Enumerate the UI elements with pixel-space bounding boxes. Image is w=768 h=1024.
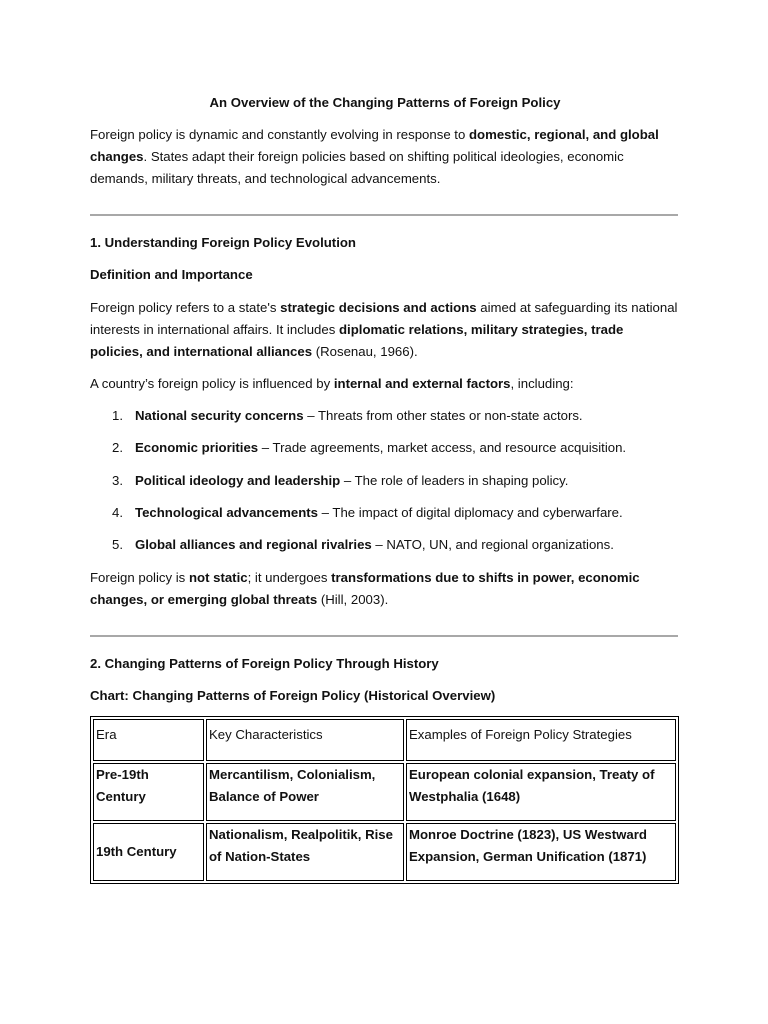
history-table xyxy=(90,716,679,884)
definition-paragraph: Foreign policy refers to a state's strategic decisions and actions aimed at safeguarding its national interests in international affairs. It includes diplomatic relations, military strategies, trade policies, and international alliances (Rosenau, 1966). xyxy=(90,300,678,359)
table-cell: Nationalism, Realpolitik, Rise of Nation-States xyxy=(206,823,404,881)
factors-paragraph: A country’s foreign policy is influenced by internal and external factors, including: xyxy=(90,376,574,391)
table-header-row xyxy=(93,719,676,761)
divider xyxy=(90,635,678,637)
table-header-cell: Key Characteristics xyxy=(206,719,404,761)
divider xyxy=(90,214,678,216)
table-cell: European colonial expansion, Treaty of Westphalia (1648) xyxy=(406,763,676,821)
subsection-heading: Definition and Importance xyxy=(90,267,253,282)
intro-paragraph: Foreign policy is dynamic and constantly evolving in response to domestic, regional, and global changes. States adapt their foreign policies based on shifting political ideologies, economic demands, military threats, and technological advancements. xyxy=(90,127,659,186)
table-row xyxy=(93,823,676,881)
table-header-cell: Era xyxy=(93,719,204,761)
table-cell: 19th Century xyxy=(93,823,204,881)
chart-heading: Chart: Changing Patterns of Foreign Policy (Historical Overview) xyxy=(90,688,496,703)
section-heading: 1. Understanding Foreign Policy Evolution xyxy=(90,235,356,250)
table-cell: Pre-19th Century xyxy=(93,763,204,821)
table-row xyxy=(93,763,676,821)
section-heading: 2. Changing Patterns of Foreign Policy Through History xyxy=(90,656,439,671)
table-cell: Mercantilism, Colonialism, Balance of Power xyxy=(206,763,404,821)
table-header-cell: Examples of Foreign Policy Strategies xyxy=(406,719,676,761)
summary-paragraph: Foreign policy is not static; it undergoes transformations due to shifts in power, economic changes, or emerging global threats (Hill, 2003). xyxy=(90,570,640,607)
table-cell: Monroe Doctrine (1823), US Westward Expansion, German Unification (1871) xyxy=(406,823,676,881)
document-title: An Overview of the Changing Patterns of Foreign Policy xyxy=(209,95,561,110)
